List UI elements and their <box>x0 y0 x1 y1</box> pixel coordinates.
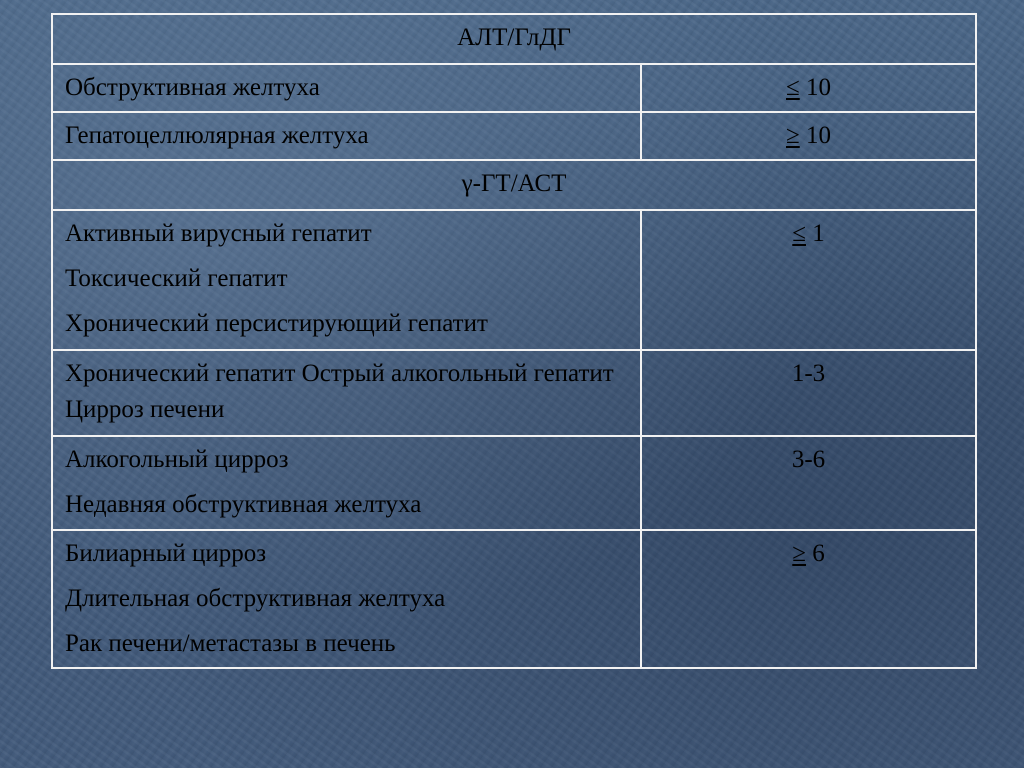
section-header-alt-gldg: АЛТ/ГлДГ <box>52 14 976 64</box>
list-item: Токсический гепатит <box>65 265 288 292</box>
row-label: Гепатоцеллюлярная желтуха <box>52 112 641 160</box>
list-item: Активный вирусный гепатит <box>65 220 372 247</box>
table-row <box>52 210 976 350</box>
list-item: Длительная обструктивная желтуха <box>65 585 446 612</box>
table-row <box>52 64 976 112</box>
value-number: 10 <box>806 122 831 149</box>
table-row <box>52 350 976 436</box>
section-header-row <box>52 160 976 210</box>
list-item: Билиарный цирроз <box>65 540 267 567</box>
row-label: Хронический гепатит Острый алкогольный гепатит Цирроз печени <box>52 350 641 436</box>
relation-sign: ≤ <box>786 74 800 101</box>
table-row <box>52 436 976 530</box>
table-row <box>52 112 976 160</box>
row-label-list <box>52 436 641 530</box>
row-value <box>641 210 976 350</box>
row-label-list <box>52 210 641 350</box>
row-value <box>641 530 976 668</box>
row-value <box>641 112 976 160</box>
value-number: 6 <box>812 540 825 567</box>
value-number: 10 <box>806 74 831 101</box>
list-item: Хронический персистирующий гепатит <box>65 310 488 337</box>
table-row <box>52 530 976 668</box>
ratio-table <box>51 13 977 669</box>
list-item: Алкогольный цирроз <box>65 446 289 473</box>
row-label-list <box>52 530 641 668</box>
row-value: 3-6 <box>641 436 976 530</box>
value-number: 1 <box>812 220 825 247</box>
list-item: Недавняя обструктивная желтуха <box>65 491 422 518</box>
list-item: Рак печени/метастазы в печень <box>65 630 396 657</box>
row-value <box>641 64 976 112</box>
row-label: Обструктивная желтуха <box>52 64 641 112</box>
relation-sign: ≥ <box>792 540 806 567</box>
row-value: 1-3 <box>641 350 976 436</box>
section-header-row <box>52 14 976 64</box>
relation-sign: ≥ <box>786 122 800 149</box>
relation-sign: ≤ <box>792 220 806 247</box>
section-header-ggt-ast: γ-ГТ/АСТ <box>52 160 976 210</box>
